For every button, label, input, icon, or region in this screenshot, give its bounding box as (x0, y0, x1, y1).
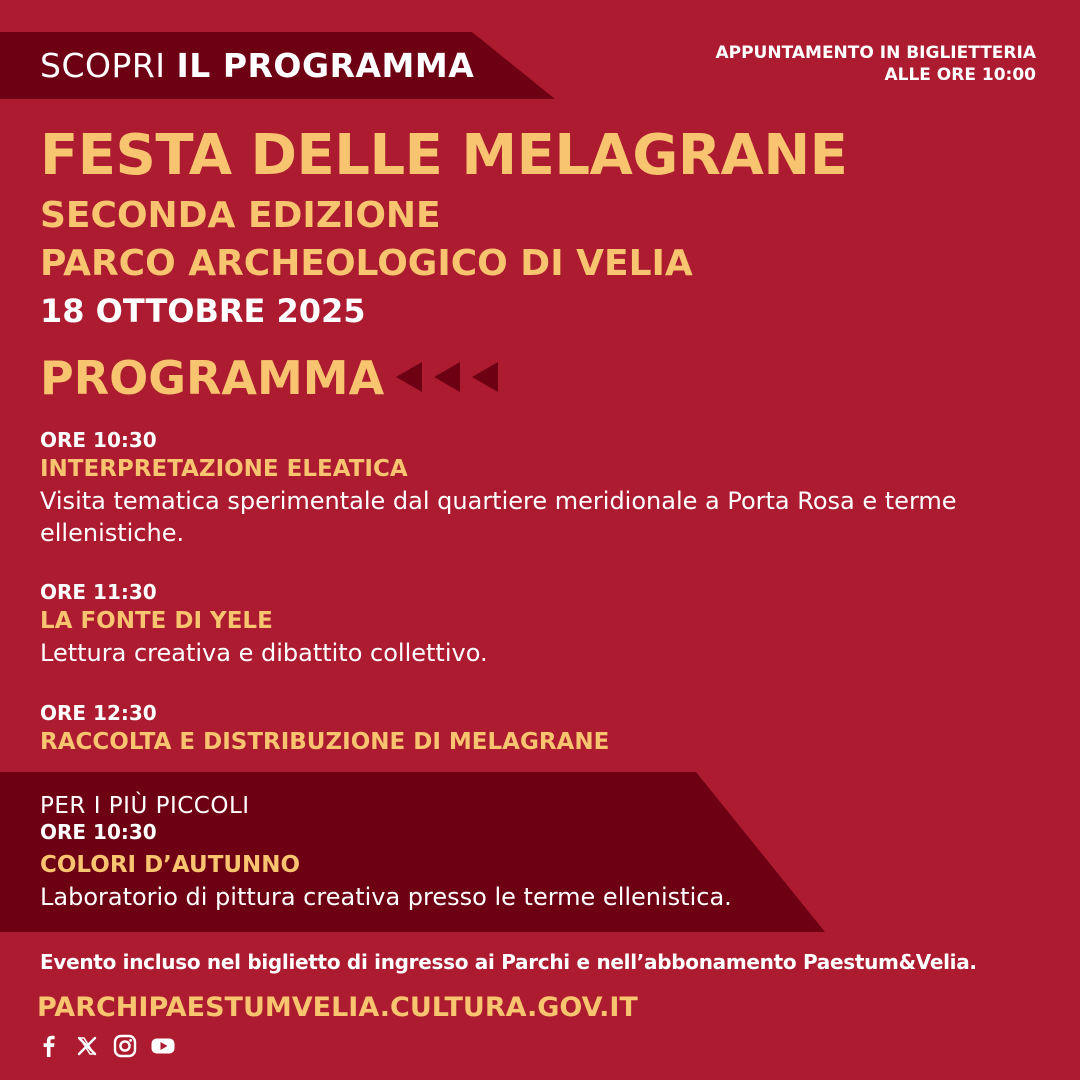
event-subtitle (40, 192, 693, 288)
youtube-icon[interactable] (150, 1033, 176, 1059)
kids-time: ORE 10:30 (40, 820, 157, 844)
program-item-description: Lettura creativa e dibattito collettivo. (40, 639, 488, 667)
kids-section (40, 793, 940, 913)
kids-description: Laboratorio di pittura creativa presso le terme ellenistica. (40, 883, 732, 911)
footer-note: Evento incluso nel biglietto di ingresso ai Parchi e nell’abbonamento Paestum&Velia. (40, 950, 977, 974)
appointment-info (715, 42, 1036, 86)
banner-text (40, 46, 474, 86)
program-heading: PROGRAMMA (40, 351, 385, 405)
program-item (40, 579, 1040, 669)
banner-bold: IL PROGRAMMA (176, 46, 475, 85)
program-item-title: RACCOLTA E DISTRIBUZIONE DI MELAGRANE (40, 729, 610, 755)
instagram-icon[interactable] (112, 1033, 138, 1059)
social-links (36, 1033, 176, 1059)
event-title: FESTA DELLE MELAGRANE (40, 123, 848, 188)
program-item-time: ORE 10:30 (40, 428, 157, 452)
program-item-title: LA FONTE DI YELE (40, 608, 273, 634)
program-item (40, 700, 1040, 758)
appointment-line-1: APPUNTAMENTO IN BIGLIETTERIA (715, 43, 1036, 63)
event-location: PARCO ARCHEOLOGICO DI VELIA (40, 243, 693, 284)
program-item-time: ORE 11:30 (40, 580, 157, 604)
triple-arrow-left-icon (396, 362, 500, 392)
program-item-description: Visita tematica sperimentale dal quartiere meridionale a Porta Rosa e terme ellenistiche. (40, 487, 957, 547)
program-item (40, 427, 1040, 549)
event-edition: SECONDA EDIZIONE (40, 195, 441, 236)
kids-label: PER I PIÙ PICCOLI (40, 793, 250, 819)
program-item-time: ORE 12:30 (40, 701, 157, 725)
event-date: 18 OTTOBRE 2025 (40, 292, 366, 330)
facebook-icon[interactable] (36, 1033, 62, 1059)
website-link[interactable]: PARCHIPAESTUMVELIA.CULTURA.GOV.IT (37, 992, 638, 1023)
x-icon[interactable] (74, 1033, 100, 1059)
appointment-line-2: ALLE ORE 10:00 (884, 65, 1036, 85)
kids-title: COLORI D’AUTUNNO (40, 852, 301, 878)
banner-light: SCOPRI (40, 46, 166, 85)
program-item-title: INTERPRETAZIONE ELEATICA (40, 456, 408, 482)
